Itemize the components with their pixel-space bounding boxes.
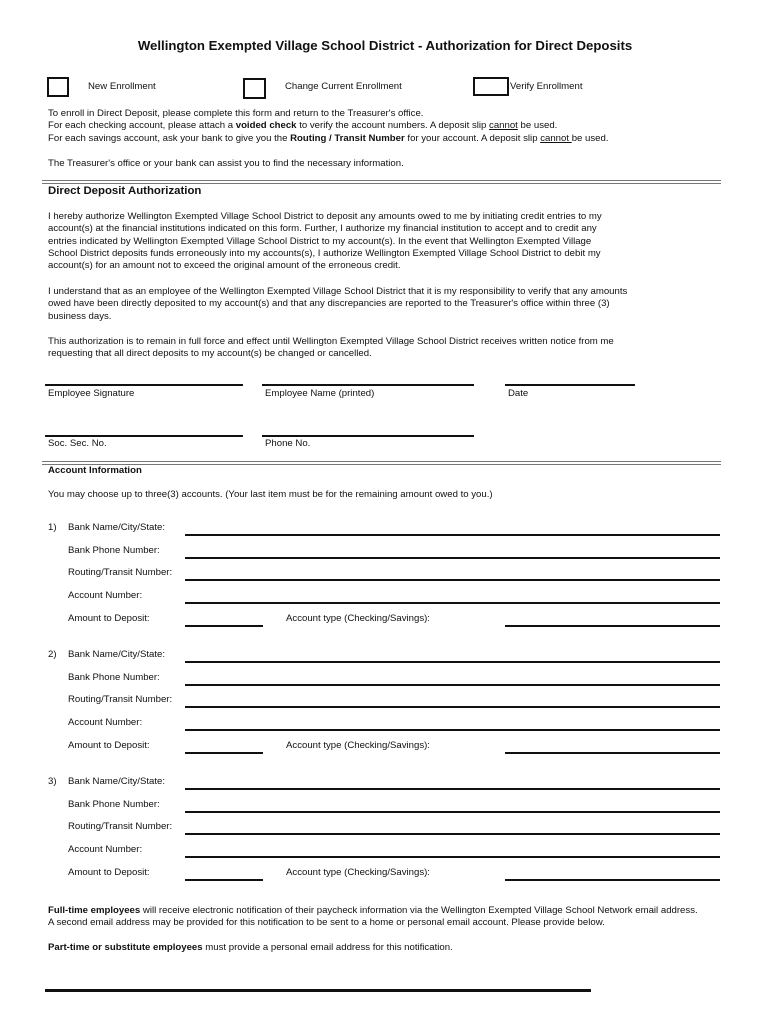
account-2-routing-number-field[interactable] (185, 706, 720, 708)
authorization-paragraph-1: I hereby authorize Wellington Exempted Village School District to deposit any amounts owed to me by initiating credit entries to my account(s) at the financial institutions indicated on this form. Further, I authorize my financial institution to accept and to credit any entries indicated by Wellington Exempted Village School District to my account(s). In the event that Wellington Exempted Village School District deposits funds erroneously into my accounts(s), I authorize Wellington Exempted Village School District to debit my account(s) for an amount not to exceed the original amount of the erroneous credit. (48, 211, 602, 272)
account-2-bank-phone-field[interactable] (185, 684, 720, 686)
account-2-account-number-label: Account Number: (68, 717, 143, 729)
phone-label: Phone No. (265, 438, 311, 449)
account-3-routing-number-label: Routing/Transit Number: (68, 821, 173, 833)
account-1-amount-field[interactable] (185, 625, 263, 627)
account-1-number-label: 1) (48, 522, 57, 533)
account-3-account-number-field[interactable] (185, 856, 720, 858)
new-enrollment-label: New Enrollment (88, 81, 156, 92)
account-1-bank-name-field[interactable] (185, 534, 720, 536)
account-2-type-field[interactable] (505, 752, 720, 754)
account-1-routing-number-field[interactable] (185, 579, 720, 581)
account-2-bank-phone-label: Bank Phone Number: (68, 671, 160, 683)
change-enrollment-label: Change Current Enrollment (285, 81, 402, 92)
intro-line-3: For each savings account, ask your bank to give you the Routing / Transit Number for your account. A deposit slip cannot be used. (48, 132, 609, 144)
new-enrollment-checkbox[interactable] (47, 77, 69, 97)
account-3-type-label: Account type (Checking/Savings): (286, 866, 430, 878)
intro-line-2: For each checking account, please attach a voided check to verify the account numbers. A deposit slip cannot be used. (48, 120, 558, 132)
account-3-amount-label: Amount to Deposit: (68, 866, 150, 878)
intro-line-1: To enroll in Direct Deposit, please complete this form and return to the Treasurer's office. (48, 108, 424, 119)
account-3-bank-name-label: Bank Name/City/State: (68, 776, 166, 787)
account-2-routing-number-label: Routing/Transit Number: (68, 694, 173, 706)
section-divider (42, 180, 721, 184)
account-info-heading: Account Information (48, 465, 142, 476)
page-title: Wellington Exempted Village School District - Authorization for Direct Deposits (137, 38, 633, 53)
employee-name-line[interactable] (262, 384, 474, 386)
account-1-account-number-field[interactable] (185, 602, 720, 604)
intro-assist: The Treasurer's office or your bank can assist you to find the necessary information. (48, 158, 404, 169)
account-2-amount-field[interactable] (185, 752, 263, 754)
change-enrollment-checkbox[interactable] (243, 78, 266, 99)
account-3-account-number-label: Account Number: (68, 844, 143, 856)
account-3-number-label: 3) (48, 776, 57, 787)
ssn-label: Soc. Sec. No. (48, 438, 107, 449)
authorization-paragraph-2: I understand that as an employee of the Wellington Exempted Village School District that it is my responsibility to verify that any amounts owed have been directly deposited to my account(s) and that any discrepancies are reported to the Treasurer's office within three (3) business days. (48, 286, 628, 322)
email-entry-line[interactable] (45, 989, 591, 992)
authorization-paragraph-3: This authorization is to remain in full force and effect until Wellington Exempted Village School District receives written notice from me requesting that all direct deposits to my account(s) be changed or cancelled. (48, 336, 614, 360)
account-2-bank-name-label: Bank Name/City/State: (68, 649, 166, 660)
account-2-amount-label: Amount to Deposit: (68, 739, 150, 751)
verify-enrollment-label: Verify Enrollment (510, 81, 583, 92)
date-label: Date (508, 388, 529, 399)
account-1-routing-number-label: Routing/Transit Number: (68, 567, 173, 579)
parttime-note: Part-time or substitute employees must provide a personal email address for this notification. (48, 942, 453, 953)
account-2-bank-name-field[interactable] (185, 661, 720, 663)
account-1-bank-phone-label: Bank Phone Number: (68, 544, 160, 556)
intro-text (48, 108, 648, 145)
account-1-account-number-label: Account Number: (68, 590, 143, 602)
date-line[interactable] (505, 384, 635, 386)
account-3-bank-name-field[interactable] (185, 788, 720, 790)
phone-line[interactable] (262, 435, 474, 437)
account-1-type-label: Account type (Checking/Savings): (286, 612, 430, 624)
employee-name-label: Employee Name (printed) (265, 388, 375, 399)
account-3-bank-phone-field[interactable] (185, 811, 720, 813)
account-divider (42, 461, 721, 465)
authorization-heading: Direct Deposit Authorization (48, 185, 202, 197)
account-info-note: You may choose up to three(3) accounts. (Your last item must be for the remaining amount owed to you.) (48, 489, 493, 500)
verify-enrollment-checkbox[interactable] (473, 77, 509, 96)
account-2-account-number-field[interactable] (185, 729, 720, 731)
account-1-bank-phone-field[interactable] (185, 557, 720, 559)
employee-signature-line[interactable] (45, 384, 243, 386)
account-3-amount-field[interactable] (185, 879, 263, 881)
account-3-type-field[interactable] (505, 879, 720, 881)
account-2-number-label: 2) (48, 649, 57, 660)
employee-signature-label: Employee Signature (48, 388, 135, 399)
fulltime-note: Full-time employees will receive electronic notification of their paycheck information via the Wellington Exempted Village School Network email address. A second email address may be provided for this notification to be sent to a home or personal email account. Please provide below. (48, 905, 698, 929)
ssn-line[interactable] (45, 435, 243, 437)
account-3-routing-number-field[interactable] (185, 833, 720, 835)
account-1-amount-label: Amount to Deposit: (68, 612, 150, 624)
account-1-type-field[interactable] (505, 625, 720, 627)
account-3-bank-phone-label: Bank Phone Number: (68, 798, 160, 810)
account-1-bank-name-label: Bank Name/City/State: (68, 522, 166, 533)
account-2-type-label: Account type (Checking/Savings): (286, 739, 430, 751)
